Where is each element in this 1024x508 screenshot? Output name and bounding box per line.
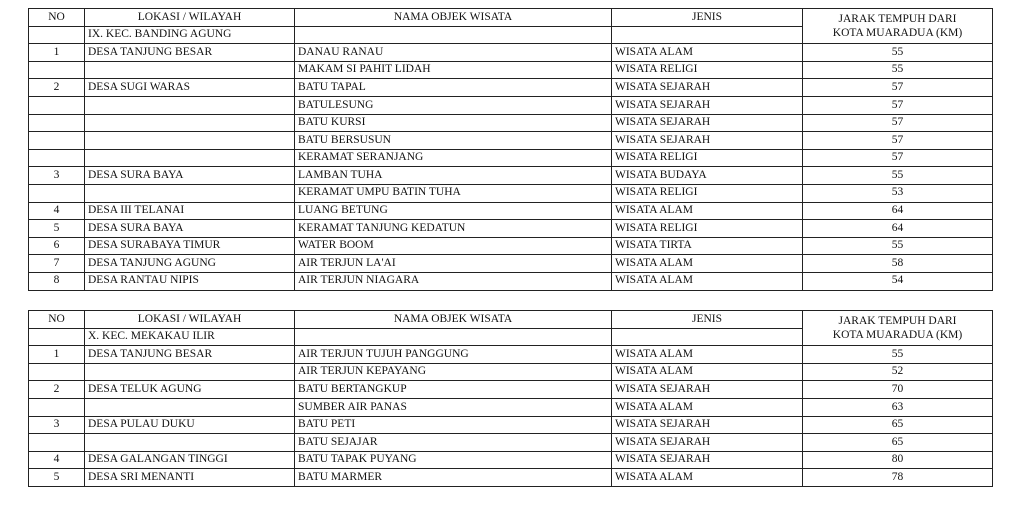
row-lokasi: DESA TANJUNG BESAR [85,346,295,364]
row-jarak: 57 [803,149,993,167]
table-row [29,44,993,62]
row-nama-objek: BATU TAPAL [295,79,612,97]
row-nama-objek: LUANG BETUNG [295,202,612,220]
row-lokasi [85,61,295,79]
table-body [29,44,993,290]
table-row [29,61,993,79]
row-lokasi: DESA TANJUNG BESAR [85,44,295,62]
row-nama-objek: AIR TERJUN NIAGARA [295,272,612,290]
row-nama-objek: LAMBAN TUHA [295,167,612,185]
header-jarak [803,311,993,346]
row-jenis: WISATA RELIGI [612,61,803,79]
row-jarak: 55 [803,61,993,79]
row-no: 8 [29,272,85,290]
row-jenis: WISATA ALAM [612,363,803,381]
row-no: 1 [29,346,85,364]
header-nama-objek: NAMA OBJEK WISATA [295,9,612,27]
row-no: 2 [29,79,85,97]
row-no: 6 [29,237,85,255]
table-row [29,167,993,185]
row-lokasi [85,184,295,202]
table-header-row [29,311,993,329]
row-no: 5 [29,469,85,487]
row-lokasi: DESA SURA BAYA [85,167,295,185]
table-row [29,434,993,452]
row-nama-objek: BATU TAPAK PUYANG [295,451,612,469]
row-jarak: 55 [803,346,993,364]
header-lokasi: LOKASI / WILAYAH [85,311,295,329]
section-no-cell [29,328,85,346]
section-empty-cell [295,328,612,346]
header-jenis: JENIS [612,9,803,27]
row-jarak: 55 [803,237,993,255]
row-jenis: WISATA ALAM [612,469,803,487]
table-row [29,96,993,114]
row-jenis: WISATA ALAM [612,272,803,290]
row-lokasi: DESA SURA BAYA [85,220,295,238]
row-lokasi [85,149,295,167]
table-row [29,149,993,167]
row-nama-objek: KERAMAT TANJUNG KEDATUN [295,220,612,238]
row-jenis: WISATA RELIGI [612,149,803,167]
table-row [29,469,993,487]
row-jenis: WISATA ALAM [612,202,803,220]
header-no: NO [29,311,85,329]
table-row [29,451,993,469]
table-header-row [29,9,993,27]
row-jarak: 54 [803,272,993,290]
section-empty-cell [612,26,803,44]
row-jarak: 80 [803,451,993,469]
row-jenis: WISATA SEJARAH [612,96,803,114]
header-jarak [803,9,993,44]
row-lokasi [85,434,295,452]
row-jarak: 64 [803,220,993,238]
header-nama-objek: NAMA OBJEK WISATA [295,311,612,329]
table-row [29,132,993,150]
row-nama-objek: KERAMAT SERANJANG [295,149,612,167]
tourism-table-mekakau-ilir [28,310,993,487]
row-jenis: WISATA SEJARAH [612,79,803,97]
row-no [29,363,85,381]
row-nama-objek: SUMBER AIR PANAS [295,398,612,416]
row-jenis: WISATA SEJARAH [612,451,803,469]
row-jenis: WISATA ALAM [612,346,803,364]
row-jarak: 78 [803,469,993,487]
row-no [29,96,85,114]
row-no [29,184,85,202]
row-nama-objek: BATU PETI [295,416,612,434]
row-jenis: WISATA ALAM [612,44,803,62]
row-nama-objek: BATULESUNG [295,96,612,114]
section-empty-cell [612,328,803,346]
row-nama-objek: AIR TERJUN TUJUH PANGGUNG [295,346,612,364]
header-jarak-line2: KOTA MUARADUA (KM) [832,329,963,342]
table-row [29,346,993,364]
row-no [29,114,85,132]
row-nama-objek: BATU BERSUSUN [295,132,612,150]
row-lokasi [85,398,295,416]
header-no: NO [29,9,85,27]
row-lokasi: DESA SRI MENANTI [85,469,295,487]
row-jenis: WISATA ALAM [612,255,803,273]
row-lokasi: DESA PULAU DUKU [85,416,295,434]
row-nama-objek: AIR TERJUN KEPAYANG [295,363,612,381]
row-jarak: 64 [803,202,993,220]
row-jarak: 52 [803,363,993,381]
row-lokasi: DESA SURABAYA TIMUR [85,237,295,255]
row-jarak: 58 [803,255,993,273]
table-row [29,255,993,273]
row-nama-objek: BATU BERTANGKUP [295,381,612,399]
table-row [29,398,993,416]
row-no: 7 [29,255,85,273]
row-no: 5 [29,220,85,238]
table-row [29,114,993,132]
row-no [29,132,85,150]
row-lokasi [85,96,295,114]
row-lokasi: DESA TELUK AGUNG [85,381,295,399]
row-no [29,61,85,79]
table-row [29,363,993,381]
row-jarak: 57 [803,96,993,114]
row-nama-objek: BATU SEJAJAR [295,434,612,452]
section-title: X. KEC. MEKAKAU ILIR [85,328,295,346]
row-jenis: WISATA BUDAYA [612,167,803,185]
tourism-table-banding-agung [28,8,993,291]
table-row [29,79,993,97]
row-lokasi [85,114,295,132]
row-lokasi: DESA TANJUNG AGUNG [85,255,295,273]
header-lokasi: LOKASI / WILAYAH [85,9,295,27]
table-row [29,381,993,399]
row-jenis: WISATA SEJARAH [612,381,803,399]
section-title: IX. KEC. BANDING AGUNG [85,26,295,44]
row-no: 3 [29,416,85,434]
row-jarak: 65 [803,434,993,452]
header-jenis: JENIS [612,311,803,329]
row-jarak: 55 [803,167,993,185]
row-jenis: WISATA ALAM [612,398,803,416]
row-jenis: WISATA SEJARAH [612,416,803,434]
row-jenis: WISATA RELIGI [612,220,803,238]
table-row [29,237,993,255]
row-lokasi: DESA SUGI WARAS [85,79,295,97]
row-jarak: 57 [803,79,993,97]
table-row [29,184,993,202]
row-jenis: WISATA SEJARAH [612,114,803,132]
row-jenis: WISATA SEJARAH [612,434,803,452]
row-jarak: 70 [803,381,993,399]
row-no: 2 [29,381,85,399]
row-nama-objek: MAKAM SI PAHIT LIDAH [295,61,612,79]
row-nama-objek: DANAU RANAU [295,44,612,62]
row-no [29,398,85,416]
row-no: 1 [29,44,85,62]
row-no: 3 [29,167,85,185]
table-row [29,272,993,290]
row-jarak: 55 [803,44,993,62]
header-jarak-line1: JARAK TEMPUH DARI [838,12,957,25]
row-nama-objek: WATER BOOM [295,237,612,255]
row-jarak: 53 [803,184,993,202]
table-row [29,416,993,434]
table-body [29,346,993,487]
section-empty-cell [295,26,612,44]
row-jarak: 63 [803,398,993,416]
row-no: 4 [29,451,85,469]
row-no [29,434,85,452]
header-jarak-line1: JARAK TEMPUH DARI [838,314,957,327]
row-nama-objek: BATU KURSI [295,114,612,132]
row-jenis: WISATA SEJARAH [612,132,803,150]
table-row [29,202,993,220]
row-nama-objek: KERAMAT UMPU BATIN TUHA [295,184,612,202]
row-lokasi [85,363,295,381]
row-lokasi: DESA GALANGAN TINGGI [85,451,295,469]
row-jenis: WISATA TIRTA [612,237,803,255]
row-jarak: 65 [803,416,993,434]
row-lokasi [85,132,295,150]
row-jarak: 57 [803,132,993,150]
row-jarak: 57 [803,114,993,132]
row-nama-objek: BATU MARMER [295,469,612,487]
row-no: 4 [29,202,85,220]
row-nama-objek: AIR TERJUN LA'AI [295,255,612,273]
row-jenis: WISATA RELIGI [612,184,803,202]
table-row [29,220,993,238]
section-no-cell [29,26,85,44]
row-no [29,149,85,167]
row-lokasi: DESA RANTAU NIPIS [85,272,295,290]
row-lokasi: DESA III TELANAI [85,202,295,220]
header-jarak-line2: KOTA MUARADUA (KM) [832,27,963,40]
